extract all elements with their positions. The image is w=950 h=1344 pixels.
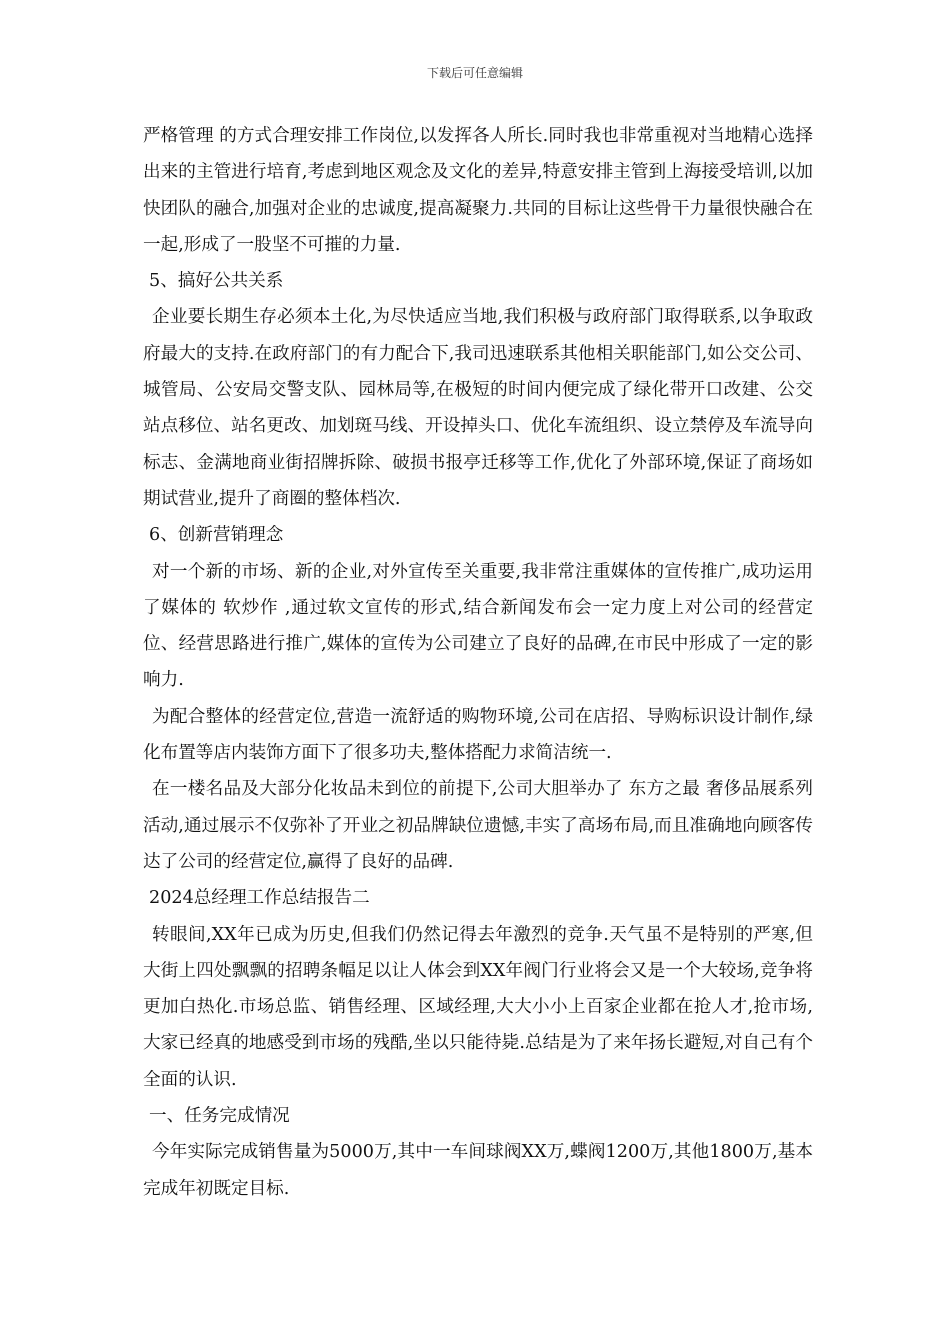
paragraph-management: 严格管理 的方式合理安排工作岗位,以发挥各人所长.同时我也非常重视对当地精心选择出来的主管进行培育,考虑到地区观念及文化的差异,特意安排主管到上海接受培训,以加快团队的融合,加强对企业的忠诚度,提高凝聚力.共同的目标让这些骨干力量很快融合在一起,形成了一股坚不可摧的力量. xyxy=(143,126,813,255)
document-body xyxy=(143,118,813,1207)
paragraph-year-review: 转眼间,XX年已成为历史,但我们仍然记得去年激烈的竞争.天气虽不是特别的严寒,但大街上四处飘飘的招聘条幅足以让人体会到XX年阀门行业将会又是一个大较场,竞争将更加白热化.市场总监、销售经理、区域经理,大大小小上百家企业都在抢人才,抢市场,大家已经真的地感受到市场的残酷,坐以只能待毙.总结是为了来年扬长避短,对自己有个全面的认识. xyxy=(143,924,813,1090)
paragraph-marketing-media: 对一个新的市场、新的企业,对外宣传至关重要,我非常注重媒体的宣传推广,成功运用了媒体的 软炒作 ,通过软文宣传的形式,结合新闻发布会一定力度上对公司的经营定位、经营思路进行推广,媒体的宣传为公司建立了良好的品碑,在市民中形成了一定的影响力. xyxy=(143,561,813,691)
paragraph-sales-results: 今年实际完成销售量为5000万,其中一车间球阀XX万,蝶阀1200万,其他1800万,基本完成年初既定目标. xyxy=(143,1142,813,1199)
page-header-note: 下载后可任意编辑 xyxy=(426,66,523,80)
heading-marketing: 6、创新营销理念 xyxy=(149,525,284,546)
paragraph-store-decoration: 为配合整体的经营定位,营造一流舒适的购物环境,公司在店招、导购标识设计制作,绿化布置等店内装饰方面下了很多功夫,整体搭配力求简洁统一. xyxy=(143,706,813,764)
paragraph-luxury-event: 在一楼名品及大部分化妆品未到位的前提下,公司大胆举办了 东方之最 奢侈品展系列活动,通过展示不仅弥补了开业之初品牌缺位遗憾,丰实了高场布局,而且准确地向顾客传达了公司的经营定位,赢得了良好的品碑. xyxy=(143,779,813,872)
heading-public-relations: 5、搞好公共关系 xyxy=(149,271,284,292)
report-two-title: 2024总经理工作总结报告二 xyxy=(149,888,370,909)
paragraph-public-relations: 企业要长期生存必须本土化,为尽快适应当地,我们积极与政府部门取得联系,以争取政府最大的支持.在政府部门的有力配合下,我司迅速联系其他相关职能部门,如公交公司、城管局、公安局交警支队、园林局等,在极短的时间内便完成了绿化带开口改建、公交站点移位、站名更改、加划斑马线、开设掉头口、优化车流组织、设立禁停及车流导向标志、金满地商业街招牌拆除、破损书报亭迁移等工作,优化了外部环境,保证了商场如期试营业,提升了商圈的整体档次. xyxy=(143,307,813,509)
heading-task-completion: 一、任务完成情况 xyxy=(149,1106,290,1127)
